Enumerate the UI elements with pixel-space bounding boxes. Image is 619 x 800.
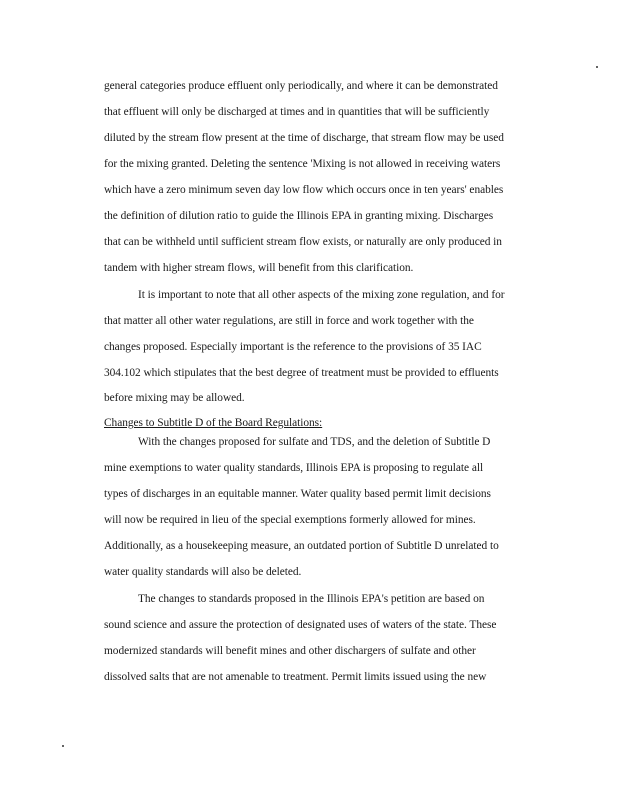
scan-speck (62, 745, 64, 747)
body-text-line: modernized standards will benefit mines and other dischargers of sulfate and other (104, 645, 476, 657)
body-text-line: for the mixing granted. Deleting the sentence 'Mixing is not allowed in receiving waters (104, 158, 501, 170)
body-text-line: The changes to standards proposed in the Illinois EPA's petition are based on (138, 593, 485, 605)
body-text-line: 304.102 which stipulates that the best degree of treatment must be provided to effluents (104, 367, 499, 379)
body-text-line: Additionally, as a housekeeping measure, an outdated portion of Subtitle D unrelated to (104, 540, 499, 552)
body-text-line: mine exemptions to water quality standards, Illinois EPA is proposing to regulate all (104, 462, 484, 474)
body-text-line: types of discharges in an equitable manner. Water quality based permit limit decisions (104, 488, 491, 500)
body-text-line: which have a zero minimum seven day low flow which occurs once in ten years' enables (104, 184, 504, 196)
body-text-line: It is important to note that all other aspects of the mixing zone regulation, and for (138, 289, 505, 301)
scan-speck (596, 66, 598, 68)
body-text-line: before mixing may be allowed. (104, 392, 245, 404)
section-heading: Changes to Subtitle D of the Board Regulations: (104, 417, 323, 429)
body-text-line: With the changes proposed for sulfate and TDS, and the deletion of Subtitle D (138, 436, 491, 448)
body-text-line: will now be required in lieu of the special exemptions formerly allowed for mines. (104, 514, 476, 526)
body-text-line: tandem with higher stream flows, will benefit from this clarification. (104, 262, 414, 274)
body-text-line: water quality standards will also be deleted. (104, 566, 302, 578)
body-text-line: that can be withheld until sufficient stream flow exists, or naturally are only produced in (104, 236, 502, 248)
body-text-line: general categories produce effluent only periodically, and where it can be demonstrated (104, 80, 498, 92)
body-text-line: sound science and assure the protection of designated uses of waters of the state. These (104, 619, 497, 631)
body-text-line: dissolved salts that are not amenable to treatment. Permit limits issued using the new (104, 671, 487, 683)
body-text-line: the definition of dilution ratio to guide the Illinois EPA in granting mixing. Discharges (104, 210, 494, 222)
body-text-line: changes proposed. Especially important is the reference to the provisions of 35 IAC (104, 341, 482, 353)
body-text-line: diluted by the stream flow present at the time of discharge, that stream flow may be used (104, 132, 504, 144)
body-text-line: that matter all other water regulations, are still in force and work together with the (104, 315, 474, 327)
body-text-line: that effluent will only be discharged at times and in quantities that will be sufficiently (104, 106, 490, 118)
